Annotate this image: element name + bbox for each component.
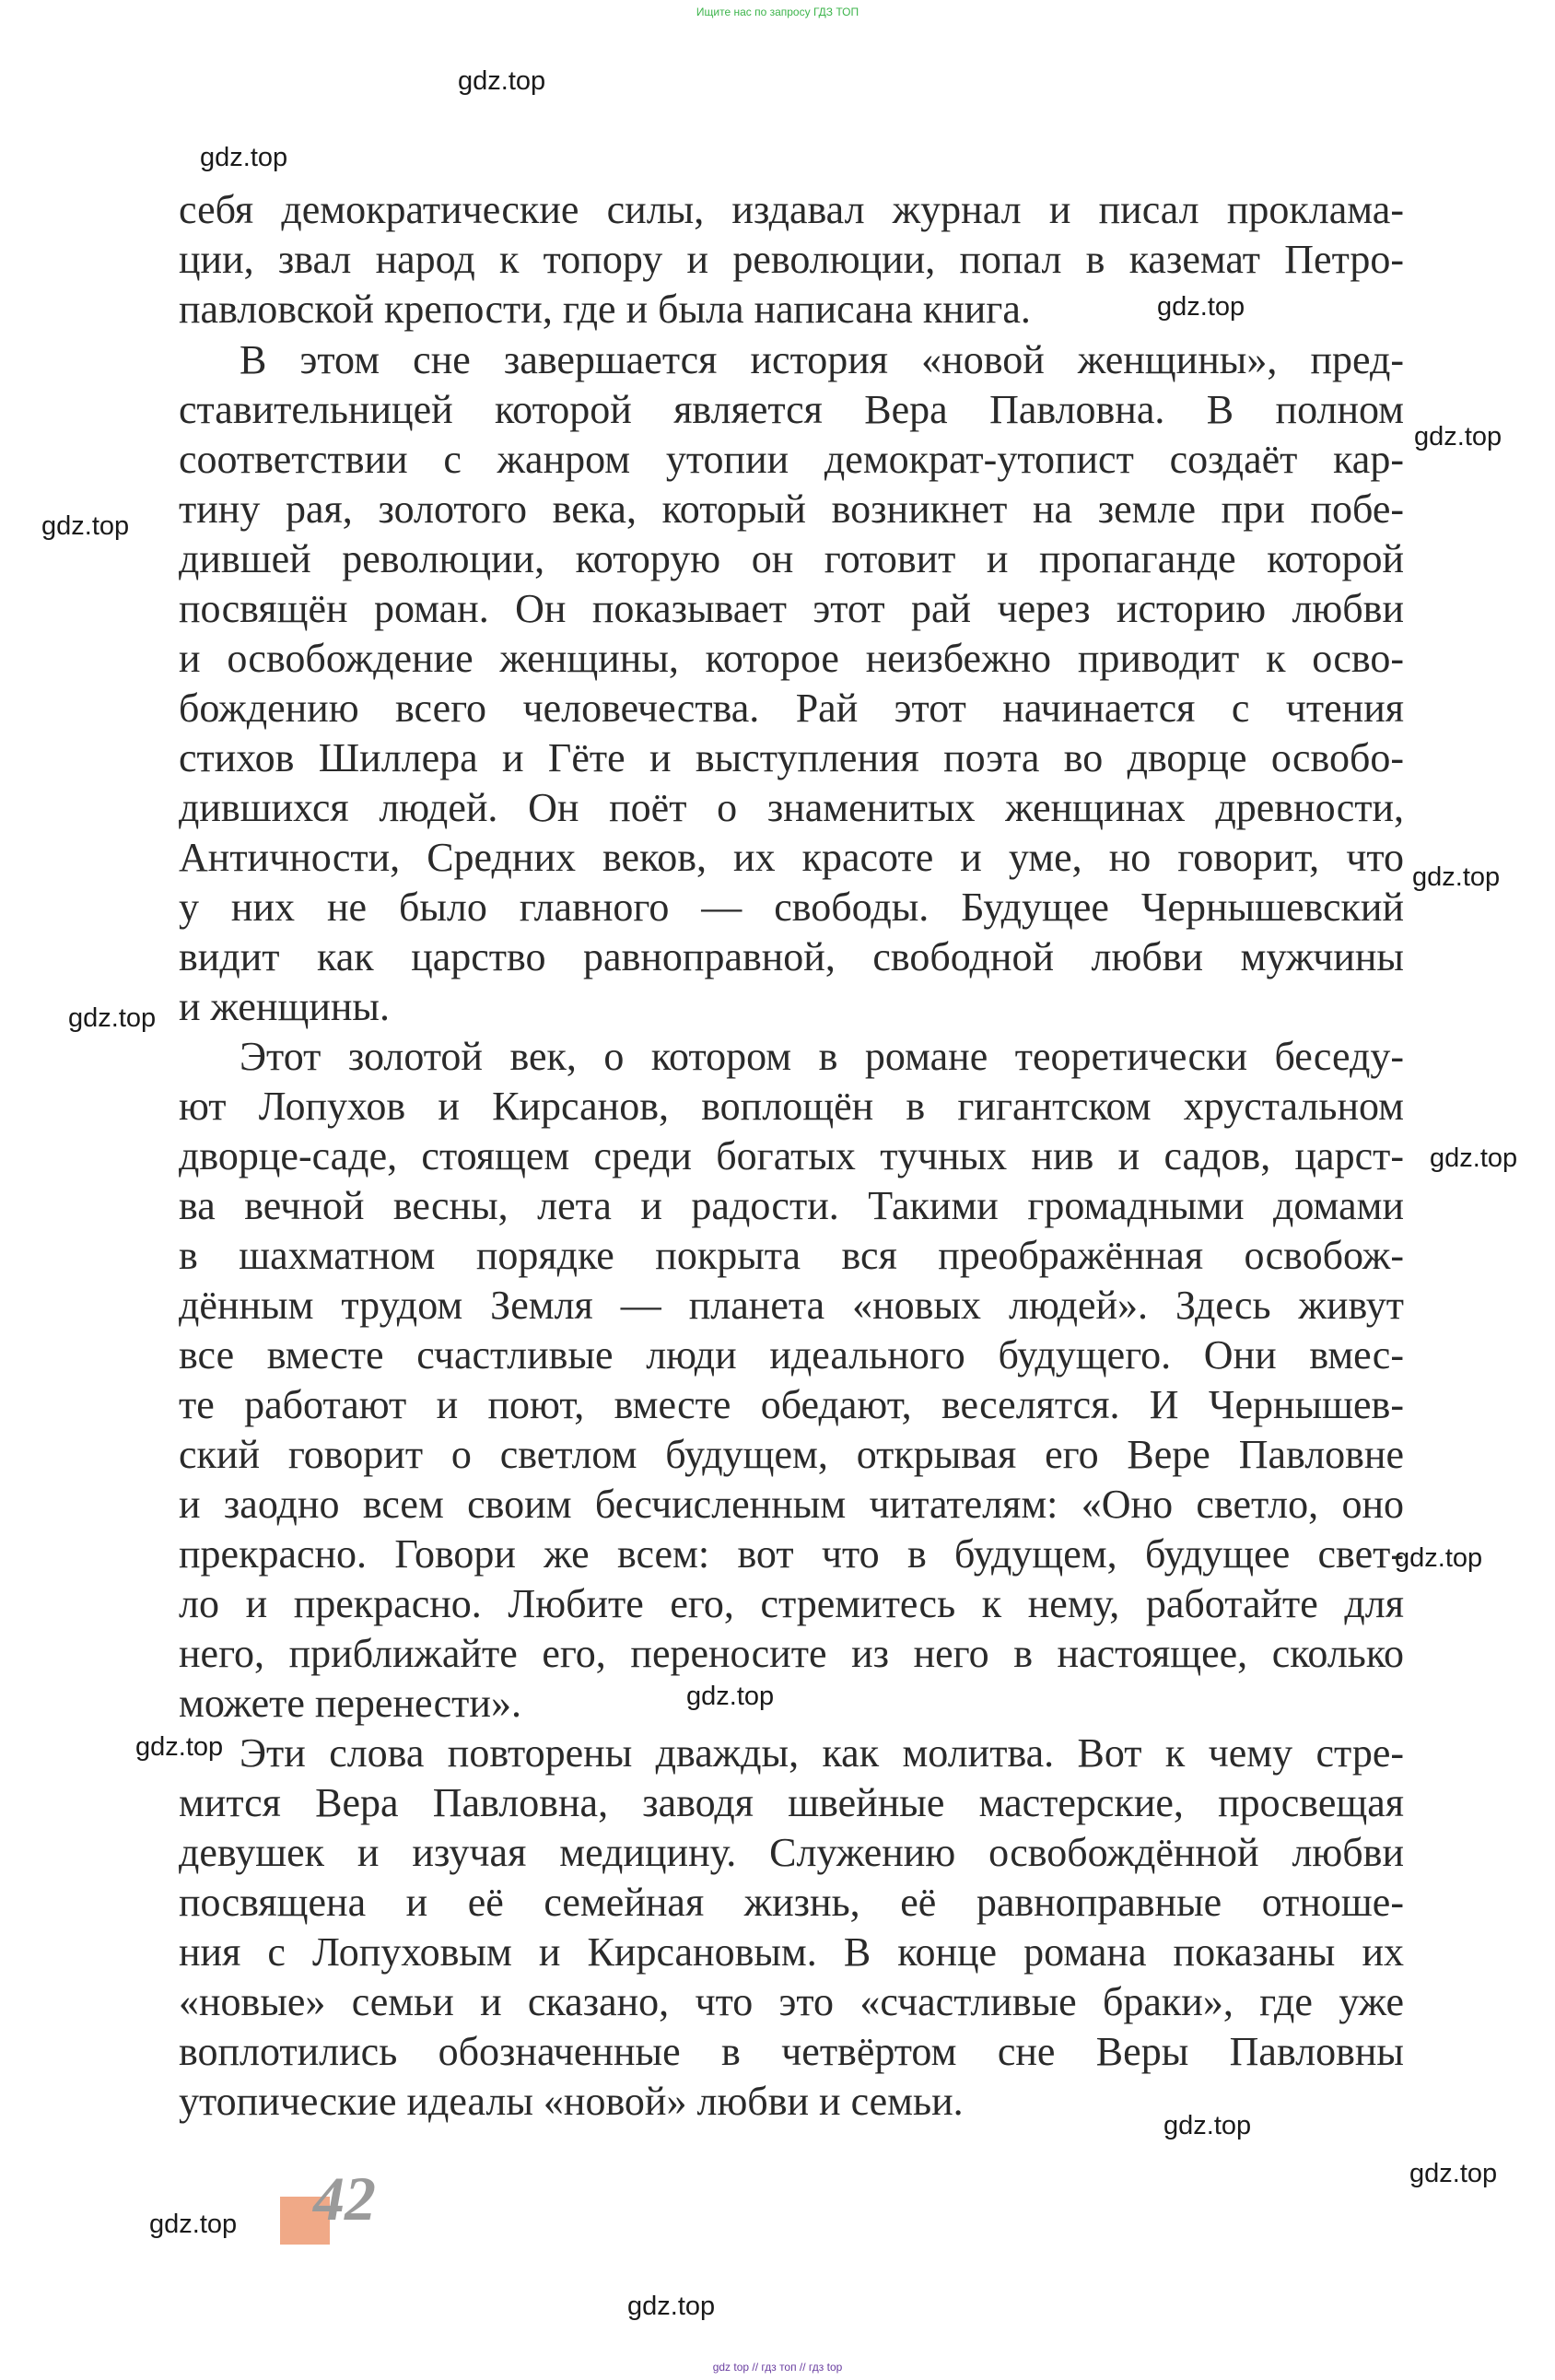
watermark: gdz.top: [1163, 2111, 1252, 2140]
watermark: gdz.top: [200, 143, 288, 172]
text-line: те работают и поют, вместе обедают, веселятся. И Чернышев-: [179, 1382, 1404, 1427]
text-line: ский говорит о светлом будущем, открывая его Вере Павловне: [179, 1432, 1404, 1477]
text-line: ставительницей которой является Вера Павловна. В полном: [179, 387, 1404, 432]
top-banner: Ищите нас по запросу ГДЗ ТОП: [696, 6, 859, 18]
watermark: gdz.top: [1395, 1543, 1483, 1573]
text-line: ло и прекрасно. Любите его, стремитесь к нему, работайте для: [179, 1581, 1404, 1626]
text-line: у них не было главного — свободы. Будущее Чернышевский: [179, 885, 1404, 930]
text-line: все вместе счастливые люди идеального будущего. Они вмес-: [179, 1332, 1404, 1378]
text-line: «новые» семьи и сказано, что это «счастливые браки», где уже: [179, 1979, 1404, 2024]
text-line: и заодно всем своим бесчисленным читателям: «Оно светло, оно: [179, 1482, 1404, 1527]
watermark: gdz.top: [149, 2210, 238, 2239]
text-line: себя демократические силы, издавал журнал и писал проклама-: [179, 187, 1404, 232]
text-line: и женщины.: [179, 984, 390, 1029]
text-line: соответствии с жанром утопии демократ-утопист создаёт кар-: [179, 437, 1404, 482]
text-line: посвящена и её семейная жизнь, её равноправные отноше-: [179, 1880, 1404, 1925]
text-line: воплотились обозначенные в четвёртом сне Веры Павловны: [179, 2029, 1404, 2074]
text-line: видит как царство равноправной, свободной любви мужчины: [179, 934, 1404, 979]
text-line: стихов Шиллера и Гёте и выступления поэта во дворце освобо-: [179, 735, 1404, 780]
text-line: ния с Лопуховым и Кирсановым. В конце романа показаны их: [179, 1929, 1404, 1975]
text-line: дившихся людей. Он поёт о знаменитых женщинах древности,: [179, 785, 1404, 830]
watermark: gdz.top: [1412, 862, 1501, 892]
text-line: Эти слова повторены дважды, как молитва. Вот к чему стре-: [240, 1730, 1404, 1776]
text-line: Античности, Средних веков, их красоте и уме, но говорит, что: [179, 835, 1404, 880]
watermark: gdz.top: [41, 511, 130, 541]
text-line: ции, звал народ к топору и революции, попал в каземат Петро-: [179, 237, 1404, 282]
text-line: посвящён роман. Он показывает этот рай через историю любви: [179, 586, 1404, 631]
watermark: gdz.top: [458, 66, 546, 96]
text-line: мится Вера Павловна, заводя швейные мастерские, просвещая: [179, 1780, 1404, 1825]
text-line: ют Лопухов и Кирсанов, воплощён в гигантском хрустальном: [179, 1084, 1404, 1129]
bottom-banner: gdz top // гдз топ // гдз top: [712, 2361, 843, 2374]
watermark: gdz.top: [1414, 422, 1502, 451]
text-line: ва вечной весны, лета и радости. Такими громадными домами: [179, 1183, 1404, 1228]
watermark: gdz.top: [1430, 1143, 1518, 1173]
text-line: Этот золотой век, о котором в романе теоретически беседу-: [240, 1034, 1404, 1079]
text-line: дившей революции, которую он готовит и пропаганде которой: [179, 536, 1404, 581]
text-line: дённым трудом Земля — планета «новых людей». Здесь живут: [179, 1283, 1404, 1328]
text-line: девушек и изучая медицину. Служению освобождённой любви: [179, 1830, 1404, 1875]
watermark: gdz.top: [1157, 292, 1245, 322]
watermark: gdz.top: [135, 1732, 224, 1762]
text-line: дворце-саде, стоящем среди богатых тучных нив и садов, царст-: [179, 1133, 1404, 1178]
watermark: gdz.top: [68, 1003, 157, 1033]
text-line: в шахматном порядке покрыта вся преображённая освобож-: [179, 1233, 1404, 1278]
page-number: 42: [313, 2163, 376, 2233]
watermark: gdz.top: [627, 2292, 716, 2321]
text-line: можете перенести».: [179, 1681, 521, 1726]
text-line: утопические идеалы «новой» любви и семьи.: [179, 2079, 964, 2124]
text-line: бождению всего человечества. Рай этот начинается с чтения: [179, 686, 1404, 731]
text-line: тину рая, золотого века, который возникнет на земле при побе-: [179, 487, 1404, 532]
watermark: gdz.top: [1409, 2159, 1498, 2188]
text-line: павловской крепости, где и была написана книга.: [179, 287, 1031, 332]
text-line: и освобождение женщины, которое неизбежно приводит к осво-: [179, 636, 1404, 681]
text-line: В этом сне завершается история «новой женщины», пред-: [240, 337, 1404, 382]
text-line: прекрасно. Говори же всем: вот что в будущем, будущее свет-: [179, 1531, 1404, 1577]
watermark: gdz.top: [686, 1682, 775, 1711]
text-line: него, приближайте его, переносите из него в настоящее, сколько: [179, 1631, 1404, 1676]
